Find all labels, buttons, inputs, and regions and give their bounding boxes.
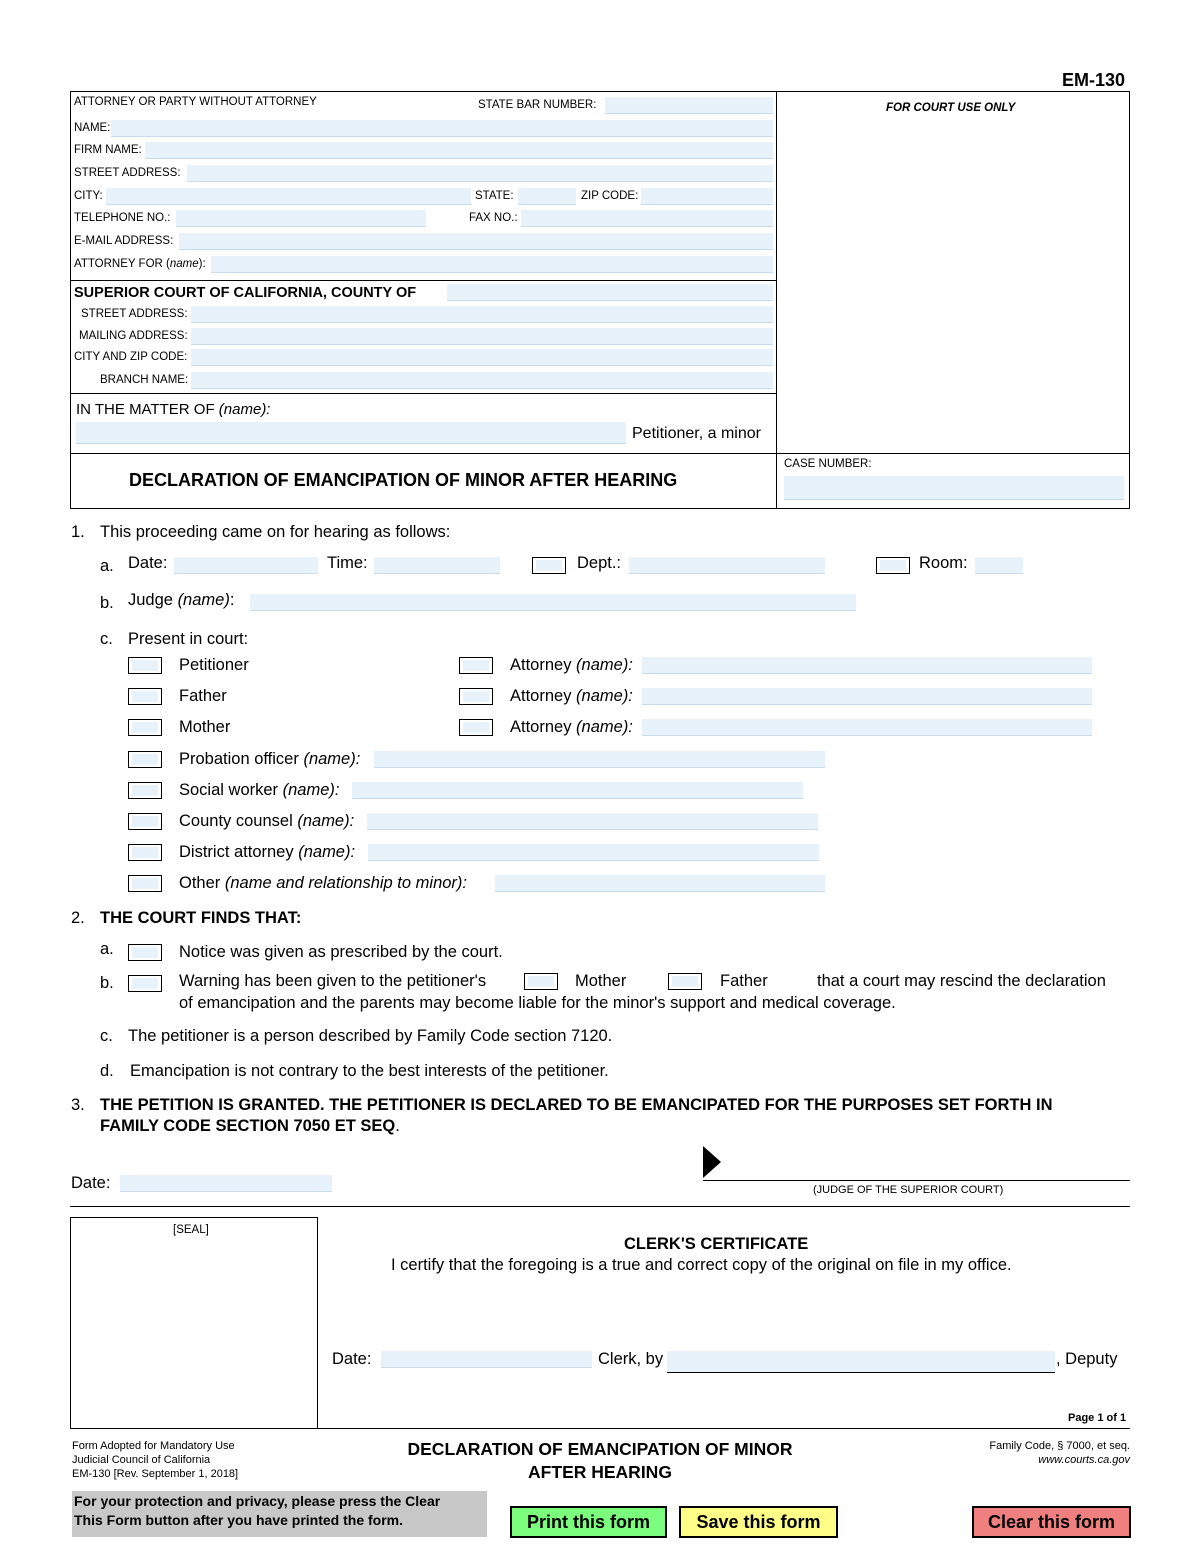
petitioner-minor-label: Petitioner, a minor [632,425,761,442]
deputy-label: , Deputy [1056,1350,1118,1368]
item1-number: 1. [71,523,85,541]
name-label: NAME: [74,122,111,134]
save-button[interactable]: Save this form [679,1506,838,1538]
case-number-label: CASE NUMBER: [784,458,872,470]
item3-line1: THE PETITION IS GRANTED. THE PETITIONER IS DECLARED TO BE EMANCIPATED FOR THE PURPOSES SET FORTH IN [100,1096,1053,1114]
attorney-for-field[interactable] [211,256,773,273]
attorney-for-label: ATTORNEY FOR (name): [74,258,206,270]
warning-mother-label: Mother [575,972,627,990]
warning-text: Warning has been given to the petitioner's [179,972,487,990]
social-worker-checkbox[interactable] [128,782,162,799]
warning-father-checkbox[interactable] [668,973,702,990]
court-street-field[interactable] [191,306,773,323]
room-label: Room: [919,554,968,572]
page-number: Page 1 of 1 [1068,1412,1127,1424]
seal-label: [SEAL] [173,1224,209,1236]
matter-name-field[interactable] [76,422,626,444]
mother-checkbox[interactable] [128,719,162,736]
form-number: EM-130 [1062,70,1126,90]
hearing-date-label: Date: [128,554,168,572]
clerk-title: CLERK'S CERTIFICATE [624,1235,809,1253]
city-field[interactable] [106,188,471,205]
social-worker-label: Social worker (name): [179,781,340,799]
attorney3-checkbox[interactable] [459,719,493,736]
state-bar-label: STATE BAR NUMBER: [478,99,597,111]
court-mailing-field[interactable] [191,328,773,345]
attorney1-field[interactable] [642,657,1092,674]
footer-code: Family Code, § 7000, et seq. www.courts.ca.gov [989,1440,1130,1466]
judge-name-field[interactable] [250,594,856,611]
item2d-letter: d. [100,1062,114,1080]
email-label: E-MAIL ADDRESS: [74,235,174,247]
name-field[interactable] [111,120,773,137]
county-counsel-field[interactable] [367,813,818,830]
item2d-text: Emancipation is not contrary to the best interests of the petitioner. [130,1062,609,1080]
dept-checkbox[interactable] [532,557,566,574]
firm-field[interactable] [145,142,773,159]
judge-caption: (JUDGE OF THE SUPERIOR COURT) [813,1184,1004,1196]
privacy-notice: For your protection and privacy, please press the Clear This Form button after you have printed the form. [72,1491,487,1537]
probation-checkbox[interactable] [128,751,162,768]
matter-label: IN THE MATTER OF (name): [76,401,271,418]
clerk-by-label: Clerk, by [598,1350,664,1368]
state-bar-field[interactable] [605,97,773,114]
court-city-zip-field[interactable] [191,349,773,366]
attorney3-field[interactable] [642,719,1092,736]
signature-date-label: Date: [71,1174,111,1192]
hearing-time-label: Time: [327,554,368,572]
footer-title: DECLARATION OF EMANCIPATION OF MINOR AFTER HEARING [407,1439,793,1482]
court-use-label: FOR COURT USE ONLY [886,102,1016,114]
phone-field[interactable] [176,210,426,227]
firm-label: FIRM NAME: [74,144,142,156]
item1c-letter: c. [100,630,113,648]
item1a-letter: a. [100,557,114,575]
court-branch-field[interactable] [191,372,773,389]
adopted-info: Form Adopted for Mandatory Use Judicial Council of California EM-130 [Rev. September 1, 2018] [72,1440,239,1480]
judge-label: Judge (name): [128,591,235,609]
petitioner-label: Petitioner [179,656,249,674]
fax-field[interactable] [521,210,773,227]
item2a-letter: a. [100,940,114,958]
clerk-date-field[interactable] [381,1351,592,1368]
zip-label: ZIP CODE: [581,190,639,202]
dept-label: Dept.: [577,554,622,572]
probation-field[interactable] [374,751,825,768]
district-attorney-checkbox[interactable] [128,844,162,861]
attorney2-field[interactable] [642,688,1092,705]
county-counsel-checkbox[interactable] [128,813,162,830]
zip-field[interactable] [641,188,773,205]
notice-checkbox[interactable] [128,944,162,961]
probation-label: Probation officer (name): [179,750,361,768]
attorney-label: ATTORNEY OR PARTY WITHOUT ATTORNEY [74,96,317,108]
social-worker-field[interactable] [352,782,803,799]
email-field[interactable] [179,233,773,250]
item2-title: THE COURT FINDS THAT: [100,909,302,927]
court-mailing-label: MAILING ADDRESS: [79,330,188,342]
court-title: SUPERIOR COURT OF CALIFORNIA, COUNTY OF [74,285,417,301]
district-attorney-label: District attorney (name): [179,843,356,861]
signature-date-field[interactable] [120,1175,332,1192]
item2c-text: The petitioner is a person described by Family Code section 7120. [128,1027,613,1045]
phone-label: TELEPHONE NO.: [74,212,171,224]
clerk-name-field[interactable] [667,1351,1055,1373]
state-label: STATE: [475,190,514,202]
attorney1-label: Attorney (name): [510,656,633,674]
hearing-date-field[interactable] [174,557,318,574]
warning-father-label: Father [720,972,768,990]
county-field[interactable] [447,284,773,301]
other-field[interactable] [495,875,825,892]
sign-arrow-icon [703,1146,721,1178]
seal-box [70,1217,318,1429]
clerk-text: I certify that the foregoing is a true and correct copy of the original on file in my office. [391,1256,1012,1274]
item2b-letter: b. [100,974,114,992]
city-label: CITY: [74,190,103,202]
street-field[interactable] [187,165,773,182]
district-attorney-field[interactable] [368,844,819,861]
form-title: DECLARATION OF EMANCIPATION OF MINOR AFTER HEARING [129,470,678,490]
dept-field[interactable] [629,557,825,574]
item1b-letter: b. [100,594,114,612]
clear-button[interactable]: Clear this form [972,1506,1131,1538]
attorney2-label: Attorney (name): [510,687,633,705]
print-button[interactable]: Print this form [510,1506,667,1538]
notice-text: Notice was given as prescribed by the court. [179,943,503,961]
item1-text: This proceeding came on for hearing as follows: [100,523,451,541]
county-counsel-label: County counsel (name): [179,812,355,830]
item2c-letter: c. [100,1027,113,1045]
court-branch-label: BRANCH NAME: [100,374,189,386]
mother-label: Mother [179,718,231,736]
warning-text-2: that a court may rescind the declaration [817,972,1106,990]
father-checkbox[interactable] [128,688,162,705]
fax-label: FAX NO.: [469,212,518,224]
item3-number: 3. [71,1096,85,1114]
item3-line2: FAMILY CODE SECTION 7050 ET SEQ. [100,1117,400,1135]
attorney2-checkbox[interactable] [459,688,493,705]
item2-number: 2. [71,909,85,927]
other-label: Other (name and relationship to minor): [179,874,467,892]
room-field[interactable] [975,557,1023,574]
attorney1-checkbox[interactable] [459,657,493,674]
court-street-label: STREET ADDRESS: [81,308,188,320]
attorney3-label: Attorney (name): [510,718,633,736]
other-checkbox[interactable] [128,875,162,892]
state-field[interactable] [518,188,576,205]
warning-checkbox[interactable] [128,975,162,992]
clerk-date-label: Date: [332,1350,372,1368]
case-number-field[interactable] [784,476,1124,500]
hearing-time-field[interactable] [374,557,500,574]
court-city-zip-label: CITY AND ZIP CODE: [74,351,188,363]
room-checkbox[interactable] [876,557,910,574]
petitioner-checkbox[interactable] [128,657,162,674]
present-label: Present in court: [128,630,249,648]
father-label: Father [179,687,227,705]
warning-text-3: of emancipation and the parents may become liable for the minor's support and medical coverage. [179,994,896,1012]
warning-mother-checkbox[interactable] [524,973,558,990]
street-label: STREET ADDRESS: [74,167,181,179]
